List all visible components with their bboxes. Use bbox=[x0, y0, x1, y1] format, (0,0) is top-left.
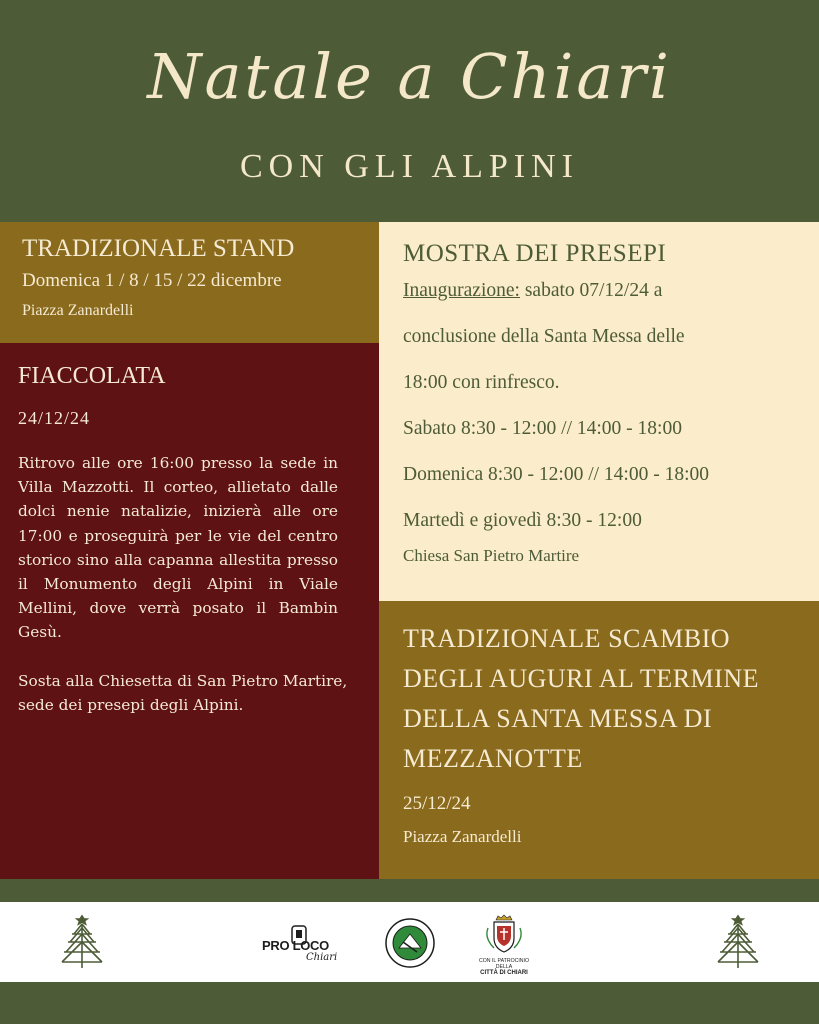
scambio-place: Piazza Zanardelli bbox=[403, 827, 522, 846]
scambio-heading-4: MEZZANOTTE bbox=[403, 744, 583, 773]
page-title: Natale a Chiari bbox=[147, 40, 672, 113]
stand-heading: TRADIZIONALE STAND bbox=[22, 235, 295, 262]
mostra-panel bbox=[379, 222, 819, 601]
mostra-place: Chiesa San Pietro Martire bbox=[403, 546, 580, 565]
mostra-line3: 18:00 con rinfresco. bbox=[403, 372, 560, 393]
mostra-tue-thu: Martedì e giovedì 8:30 - 12:00 bbox=[403, 510, 642, 531]
proloco-logo bbox=[262, 924, 342, 970]
proloco-name: PRO LOCO bbox=[262, 938, 329, 953]
crest-icon bbox=[478, 914, 530, 956]
stand-dates: Domenica 1 / 8 / 15 / 22 dicembre bbox=[22, 270, 282, 291]
mostra-sunday: Domenica 8:30 - 12:00 // 14:00 - 18:00 bbox=[403, 464, 710, 485]
christmas-tree-icon bbox=[60, 914, 104, 972]
fiaccolata-note: Sosta alla Chiesetta di San Pietro Martire, sede dei presepi degli Alpini. bbox=[18, 671, 348, 714]
comune-name: CITTÀ DI CHIARI bbox=[480, 970, 528, 976]
header bbox=[0, 0, 819, 222]
page-subtitle: CON GLI ALPINI bbox=[240, 148, 579, 185]
scambio-heading-1: TRADIZIONALE SCAMBIO bbox=[403, 624, 731, 653]
scambio-panel bbox=[379, 601, 819, 879]
fiaccolata-heading: FIACCOLATA bbox=[18, 363, 166, 389]
fiaccolata-panel bbox=[0, 343, 379, 879]
scambio-date: 25/12/24 bbox=[403, 793, 471, 814]
stand-place: Piazza Zanardelli bbox=[22, 302, 134, 319]
comune-crest bbox=[478, 914, 530, 974]
mostra-heading: MOSTRA DEI PRESEPI bbox=[403, 240, 667, 267]
fiaccolata-body: Ritrovo alle ore 16:00 presso la sede in Villa Mazzotti. Il corteo, allietato dalle dolci nenie natalizie, inizierà alle ore 17:00 e proseguirà per le vie del centro storico sino alla capanna allestita presso il Monumento degli Alpini in Viale Mellini, dove verrà posato il Bambin Gesù. bbox=[18, 454, 338, 642]
mostra-inauguration bbox=[403, 276, 819, 306]
inauguration-text: sabato 07/12/24 a bbox=[519, 280, 663, 301]
comune-patronage: CON IL PATROCINIO DELLA bbox=[478, 958, 530, 970]
mostra-saturday: Sabato 8:30 - 12:00 // 14:00 - 18:00 bbox=[403, 418, 682, 439]
inauguration-label: Inaugurazione: bbox=[403, 280, 520, 301]
christmas-tree-icon bbox=[716, 914, 760, 972]
proloco-city: Chiari bbox=[306, 952, 338, 963]
scambio-heading-3: DELLA SANTA MESSA DI bbox=[403, 704, 713, 733]
scambio-heading-2: DEGLI AUGURI AL TERMINE bbox=[403, 664, 759, 693]
ana-logo bbox=[385, 918, 435, 968]
mostra-line2: conclusione della Santa Messa delle bbox=[403, 326, 685, 347]
footer-logos bbox=[0, 902, 819, 982]
stand-panel bbox=[0, 222, 379, 343]
fiaccolata-date: 24/12/24 bbox=[18, 408, 91, 428]
